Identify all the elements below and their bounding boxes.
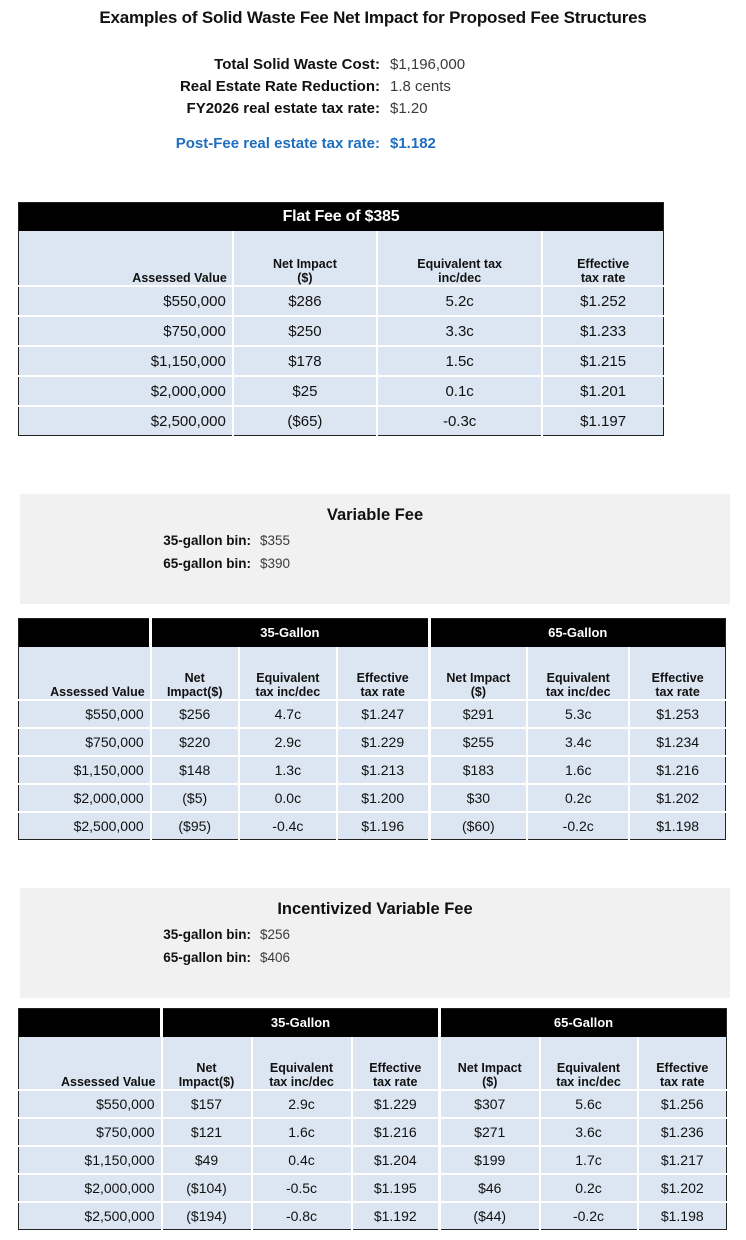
cell-net-impact-35: $157 xyxy=(162,1090,252,1118)
cell-equivalent-tax-65: -0.2c xyxy=(527,812,629,840)
flat-fee-table xyxy=(18,202,664,436)
incentivized-fee-table xyxy=(18,1008,727,1230)
cell-assessed-value: $1,150,000 xyxy=(19,756,151,784)
header-line-2: ($) xyxy=(297,271,313,285)
cell-effective-rate-65: $1.198 xyxy=(629,812,725,840)
column-header-net-impact-35 xyxy=(162,1037,252,1090)
cell-equivalent-tax-35: 1.3c xyxy=(239,756,337,784)
cell-assessed-value: $2,000,000 xyxy=(19,1174,162,1202)
header-line-1: Equivalent xyxy=(546,671,610,685)
table-row xyxy=(19,1090,727,1118)
cell-net-impact-65: $291 xyxy=(429,700,527,728)
cell-equivalent-tax-35: 0.4c xyxy=(252,1146,352,1174)
cell-net-impact-35: $49 xyxy=(162,1146,252,1174)
header-line-2: tax inc/dec xyxy=(545,685,611,699)
header-line-2: inc/dec xyxy=(438,271,482,285)
cell-assessed-value: $2,500,000 xyxy=(19,406,233,436)
table-row xyxy=(19,784,726,812)
table-row xyxy=(19,346,664,376)
table-row xyxy=(19,1118,727,1146)
header-line-2: tax inc/dec xyxy=(556,1075,621,1089)
table-row xyxy=(19,286,664,316)
cell-effective-rate-35: $1.216 xyxy=(352,1118,440,1146)
cell-net-impact-35: ($104) xyxy=(162,1174,252,1202)
column-header-assessed-value: Assessed Value xyxy=(19,231,233,286)
bin-price-row xyxy=(20,556,730,571)
cell-equivalent-tax-35: 4.7c xyxy=(239,700,337,728)
cell-net-impact-65: $30 xyxy=(429,784,527,812)
incentivized-fee-info-panel xyxy=(20,888,730,998)
column-header-net-impact-65 xyxy=(429,647,527,700)
header-line-2: tax rate xyxy=(655,685,700,699)
cell-effective-rate: $1.233 xyxy=(542,316,663,346)
cell-equivalent-tax-35: 2.9c xyxy=(252,1090,352,1118)
cell-net-impact-35: ($5) xyxy=(151,784,239,812)
post-fee-tax-rate-value: $1.182 xyxy=(390,135,436,152)
column-header-assessed-value: Assessed Value xyxy=(19,1037,162,1090)
cell-effective-rate: $1.215 xyxy=(542,346,663,376)
header-line-2: ($) xyxy=(470,685,486,699)
cell-equivalent-tax: 3.3c xyxy=(377,316,542,346)
cell-equivalent-tax: 1.5c xyxy=(377,346,542,376)
cell-effective-rate-35: $1.195 xyxy=(352,1174,440,1202)
cell-equivalent-tax-35: 1.6c xyxy=(252,1118,352,1146)
cell-effective-rate-65: $1.236 xyxy=(638,1118,727,1146)
cell-effective-rate-65: $1.256 xyxy=(638,1090,727,1118)
cell-net-impact: $25 xyxy=(233,376,377,406)
summary-value: 1.8 cents xyxy=(390,78,451,95)
cell-net-impact: $178 xyxy=(233,346,377,376)
cell-net-impact-35: $256 xyxy=(151,700,239,728)
header-line-1: Effective xyxy=(651,671,704,685)
column-header-effective-tax-rate xyxy=(542,231,663,286)
band-spacer xyxy=(19,1009,162,1038)
cell-assessed-value: $550,000 xyxy=(19,700,151,728)
cell-net-impact-65: $255 xyxy=(429,728,527,756)
table-row xyxy=(19,756,726,784)
cell-net-impact-35: $220 xyxy=(151,728,239,756)
cell-effective-rate-65: $1.202 xyxy=(638,1174,727,1202)
band-spacer xyxy=(19,619,151,648)
cell-equivalent-tax-65: -0.2c xyxy=(540,1202,638,1230)
summary-label: Total Solid Waste Cost: xyxy=(214,56,380,73)
column-header-effective-rate-35 xyxy=(337,647,429,700)
header-line-1: Net Impact xyxy=(272,257,337,271)
summary-row xyxy=(0,56,746,78)
table-header-row xyxy=(19,231,664,286)
bin-value: $406 xyxy=(260,950,291,965)
column-header-net-impact xyxy=(233,231,377,286)
column-header-assessed-value: Assessed Value xyxy=(19,647,151,700)
cell-equivalent-tax-35: -0.8c xyxy=(252,1202,352,1230)
header-line-1: Equivalent xyxy=(556,1061,621,1075)
header-line-2: tax rate xyxy=(580,271,626,285)
header-line-2: tax inc/dec xyxy=(269,1075,334,1089)
cell-net-impact-35: ($194) xyxy=(162,1202,252,1230)
summary-row xyxy=(0,100,746,122)
column-header-effective-rate-65 xyxy=(638,1037,727,1090)
column-header-net-impact-65 xyxy=(440,1037,540,1090)
table-row xyxy=(19,316,664,346)
summary-label: FY2026 real estate tax rate: xyxy=(186,100,380,117)
cell-equivalent-tax-65: 5.6c xyxy=(540,1090,638,1118)
header-line-2: Impact($) xyxy=(166,685,223,699)
cell-effective-rate-35: $1.229 xyxy=(352,1090,440,1118)
cell-equivalent-tax: 5.2c xyxy=(377,286,542,316)
header-line-1: Net xyxy=(184,671,205,685)
cell-assessed-value: $750,000 xyxy=(19,316,233,346)
summary-value: $1,196,000 xyxy=(390,56,466,73)
cell-assessed-value: $2,500,000 xyxy=(19,1202,162,1230)
group-header-65-gallon: 65-Gallon xyxy=(440,1009,727,1038)
flat-fee-band-title: Flat Fee of $385 xyxy=(19,203,664,232)
cell-equivalent-tax-65: 1.6c xyxy=(527,756,629,784)
cell-net-impact: $286 xyxy=(233,286,377,316)
cell-net-impact-65: $199 xyxy=(440,1146,540,1174)
cell-effective-rate-35: $1.196 xyxy=(337,812,429,840)
header-line-1: Effective xyxy=(356,671,409,685)
column-header-equivalent-tax xyxy=(377,231,542,286)
cell-assessed-value: $550,000 xyxy=(19,286,233,316)
page-title: Examples of Solid Waste Fee Net Impact for Proposed Fee Structures xyxy=(99,8,647,27)
bin-price-row xyxy=(20,950,730,965)
column-header-equivalent-tax-35 xyxy=(239,647,337,700)
cell-effective-rate-35: $1.247 xyxy=(337,700,429,728)
header-line-1: Effective xyxy=(369,1061,422,1075)
cell-equivalent-tax-65: 1.7c xyxy=(540,1146,638,1174)
header-line-2: Impact($) xyxy=(178,1075,235,1089)
bin-value: $355 xyxy=(260,533,291,548)
cell-equivalent-tax-65: 0.2c xyxy=(527,784,629,812)
cell-assessed-value: $750,000 xyxy=(19,1118,162,1146)
table-row xyxy=(19,1146,727,1174)
incentivized-fee-panel-title: Incentivized Variable Fee xyxy=(277,900,473,918)
cell-effective-rate-65: $1.217 xyxy=(638,1146,727,1174)
header-line-1: Equivalent xyxy=(269,1061,334,1075)
header-line-1: Net Impact xyxy=(446,671,511,685)
post-fee-tax-rate-row xyxy=(0,135,746,157)
cell-equivalent-tax-35: -0.5c xyxy=(252,1174,352,1202)
summary-block xyxy=(0,56,746,157)
header-line-2: tax rate xyxy=(360,685,405,699)
table-row xyxy=(19,812,726,840)
column-header-equivalent-tax-65 xyxy=(540,1037,638,1090)
table-row xyxy=(19,376,664,406)
cell-equivalent-tax-65: 0.2c xyxy=(540,1174,638,1202)
header-line-2: tax inc/dec xyxy=(255,685,321,699)
cell-assessed-value: $550,000 xyxy=(19,1090,162,1118)
table-band-row xyxy=(19,1009,727,1038)
table-row xyxy=(19,728,726,756)
bin-label: 35-gallon bin: xyxy=(163,927,251,942)
cell-net-impact-65: $183 xyxy=(429,756,527,784)
cell-assessed-value: $2,500,000 xyxy=(19,812,151,840)
cell-net-impact-65: $307 xyxy=(440,1090,540,1118)
cell-equivalent-tax-35: 0.0c xyxy=(239,784,337,812)
table-row xyxy=(19,1202,727,1230)
bin-price-row xyxy=(20,927,730,942)
bin-label: 65-gallon bin: xyxy=(163,556,251,571)
bin-value: $256 xyxy=(260,927,291,942)
column-header-net-impact-35 xyxy=(151,647,239,700)
header-line-1: Equivalent tax xyxy=(417,257,502,271)
cell-net-impact-65: ($60) xyxy=(429,812,527,840)
bin-price-row xyxy=(20,533,730,548)
cell-effective-rate-35: $1.200 xyxy=(337,784,429,812)
table-header-row xyxy=(19,647,726,700)
cell-effective-rate-65: $1.198 xyxy=(638,1202,727,1230)
cell-equivalent-tax: 0.1c xyxy=(377,376,542,406)
cell-net-impact-65: ($44) xyxy=(440,1202,540,1230)
header-line-1: Net xyxy=(196,1061,217,1075)
table-row xyxy=(19,406,664,436)
cell-net-impact: $250 xyxy=(233,316,377,346)
cell-effective-rate-35: $1.204 xyxy=(352,1146,440,1174)
variable-fee-info-panel xyxy=(20,494,730,604)
cell-effective-rate: $1.252 xyxy=(542,286,663,316)
cell-assessed-value: $1,150,000 xyxy=(19,1146,162,1174)
header-line-2: tax rate xyxy=(373,1075,418,1089)
header-line-1: Equivalent xyxy=(256,671,320,685)
cell-effective-rate-35: $1.229 xyxy=(337,728,429,756)
summary-row xyxy=(0,78,746,100)
cell-net-impact-65: $46 xyxy=(440,1174,540,1202)
table-band-row xyxy=(19,203,664,232)
column-header-equivalent-tax-35 xyxy=(252,1037,352,1090)
column-header-effective-rate-35 xyxy=(352,1037,440,1090)
header-line-1: Effective xyxy=(656,1061,709,1075)
cell-net-impact: ($65) xyxy=(233,406,377,436)
group-header-35-gallon: 35-Gallon xyxy=(151,619,429,648)
cell-assessed-value: $750,000 xyxy=(19,728,151,756)
cell-net-impact-65: $271 xyxy=(440,1118,540,1146)
table-row xyxy=(19,700,726,728)
cell-net-impact-35: $148 xyxy=(151,756,239,784)
cell-equivalent-tax: -0.3c xyxy=(377,406,542,436)
group-header-65-gallon: 65-Gallon xyxy=(429,619,725,648)
cell-net-impact-35: $121 xyxy=(162,1118,252,1146)
cell-assessed-value: $1,150,000 xyxy=(19,346,233,376)
cell-effective-rate: $1.197 xyxy=(542,406,663,436)
table-band-row xyxy=(19,619,726,648)
header-line-1: Effective xyxy=(577,257,630,271)
post-fee-tax-rate-label: Post-Fee real estate tax rate: xyxy=(175,135,380,152)
header-line-2: ($) xyxy=(482,1075,498,1089)
cell-equivalent-tax-65: 3.4c xyxy=(527,728,629,756)
cell-effective-rate: $1.201 xyxy=(542,376,663,406)
cell-assessed-value: $2,000,000 xyxy=(19,784,151,812)
cell-net-impact-35: ($95) xyxy=(151,812,239,840)
table-header-row xyxy=(19,1037,727,1090)
header-line-2: tax rate xyxy=(660,1075,705,1089)
bin-value: $390 xyxy=(260,556,291,571)
summary-label: Real Estate Rate Reduction: xyxy=(179,78,380,95)
cell-equivalent-tax-35: 2.9c xyxy=(239,728,337,756)
variable-fee-panel-title: Variable Fee xyxy=(326,506,424,524)
table-row xyxy=(19,1174,727,1202)
cell-equivalent-tax-65: 5.3c xyxy=(527,700,629,728)
header-line-1: Net Impact xyxy=(457,1061,522,1075)
column-header-equivalent-tax-65 xyxy=(527,647,629,700)
variable-fee-table xyxy=(18,618,726,840)
cell-equivalent-tax-35: -0.4c xyxy=(239,812,337,840)
cell-effective-rate-65: $1.234 xyxy=(629,728,725,756)
group-header-35-gallon: 35-Gallon xyxy=(162,1009,440,1038)
summary-value: $1.20 xyxy=(390,100,428,117)
bin-label: 35-gallon bin: xyxy=(163,533,251,548)
cell-effective-rate-65: $1.202 xyxy=(629,784,725,812)
cell-equivalent-tax-65: 3.6c xyxy=(540,1118,638,1146)
cell-effective-rate-65: $1.253 xyxy=(629,700,725,728)
cell-effective-rate-65: $1.216 xyxy=(629,756,725,784)
column-header-effective-rate-65 xyxy=(629,647,725,700)
cell-effective-rate-35: $1.213 xyxy=(337,756,429,784)
cell-assessed-value: $2,000,000 xyxy=(19,376,233,406)
cell-effective-rate-35: $1.192 xyxy=(352,1202,440,1230)
bin-label: 65-gallon bin: xyxy=(163,950,251,965)
